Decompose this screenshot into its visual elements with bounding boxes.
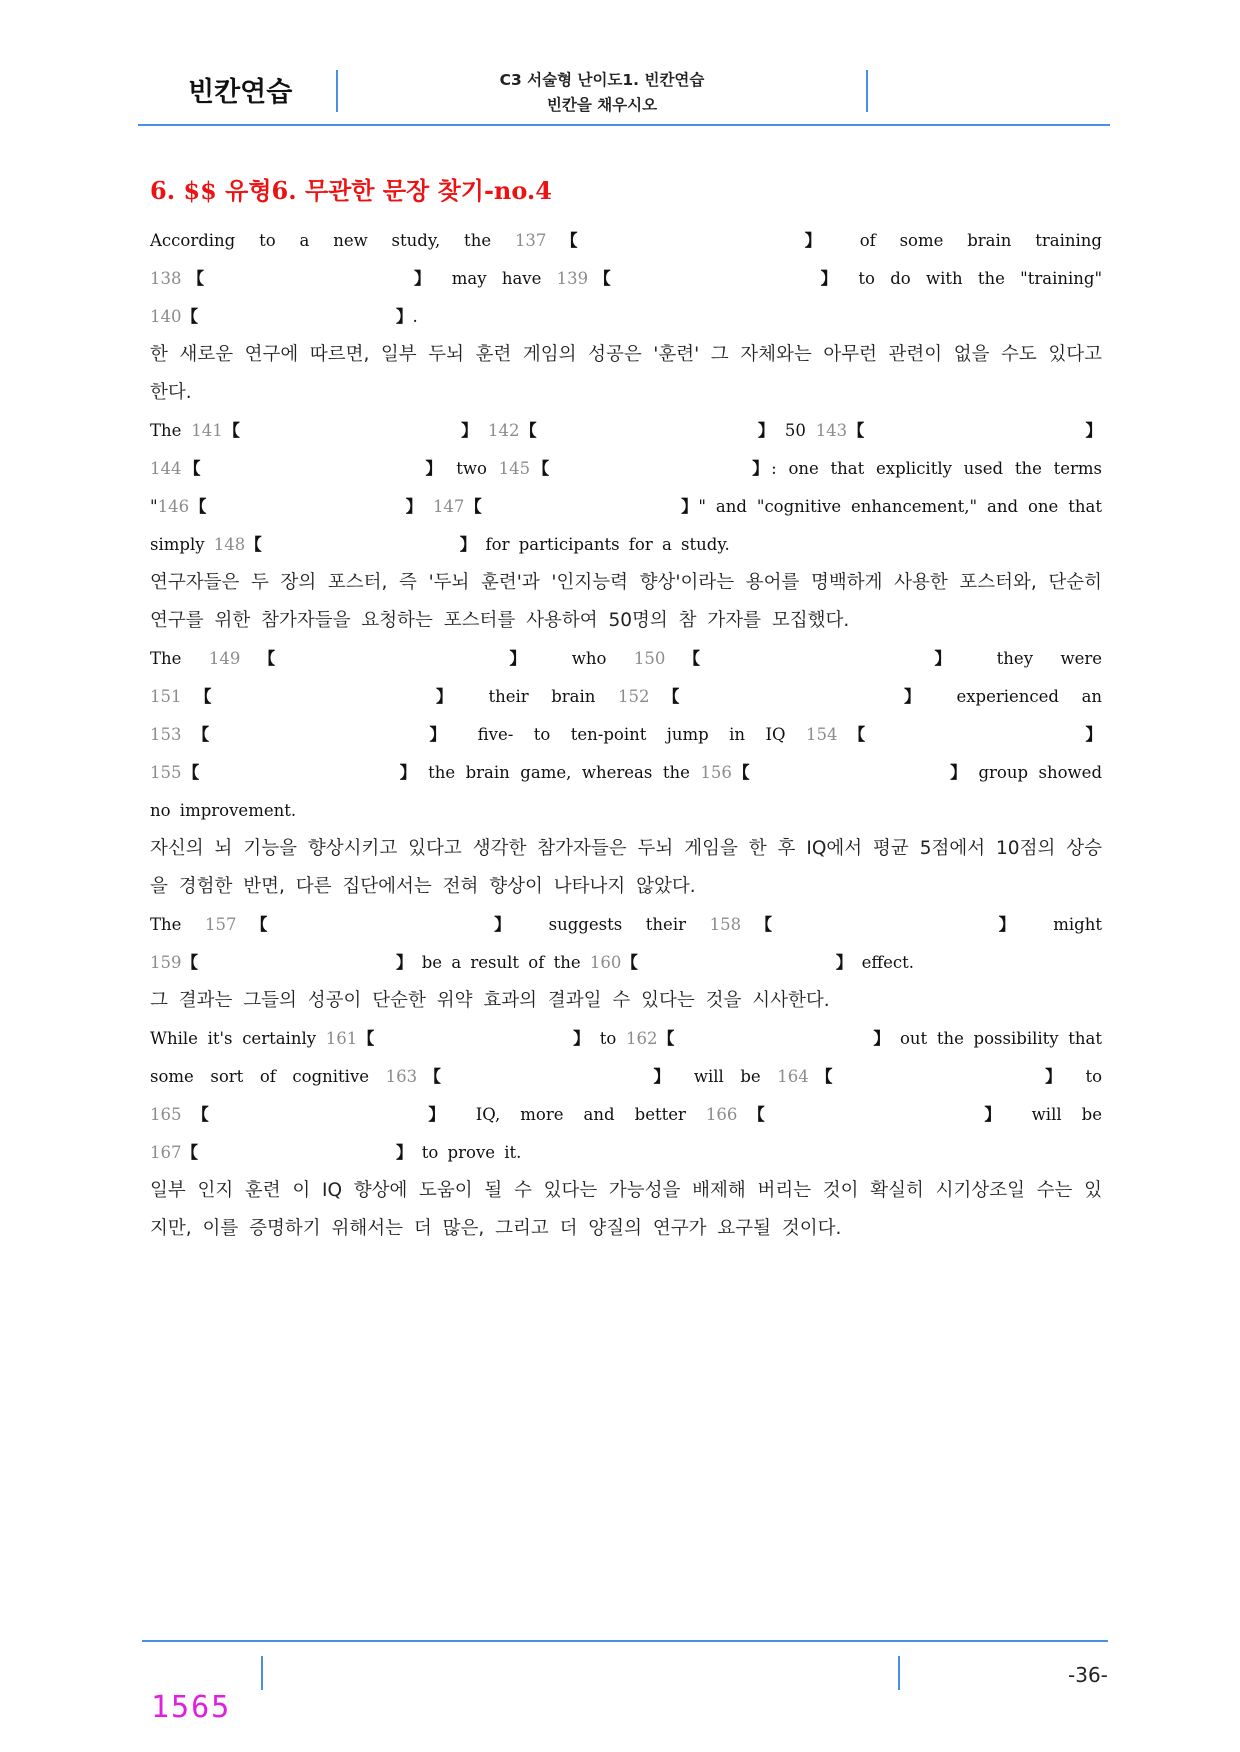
blank-number: 144 — [150, 459, 182, 478]
bracket-open: 【 — [837, 725, 877, 744]
bracket-close: 】 — [749, 459, 772, 478]
blank-number: 160 — [589, 953, 622, 972]
header-title: 빈칸연습 — [188, 77, 293, 108]
bracket-open: 【 — [189, 497, 208, 516]
bracket-close: 】 — [459, 535, 477, 554]
footer-divider-right — [898, 1656, 900, 1690]
header-subtitle-line1: C3 서술형 난이도1. 빈칸연습 — [499, 71, 705, 89]
bracket-open: 【 — [546, 231, 593, 250]
footer-rule — [142, 1640, 1108, 1642]
blank-number: 167 — [150, 1143, 182, 1162]
bracket-open: 【 — [731, 763, 751, 782]
bracket-close: 】 — [422, 687, 466, 706]
answer-blank[interactable] — [326, 1029, 590, 1048]
answer-blank[interactable] — [557, 269, 844, 288]
blank-number: 145 — [498, 459, 531, 478]
answer-blank[interactable] — [158, 497, 423, 516]
bracket-close: 】 — [398, 763, 418, 782]
blank-number: 141 — [191, 421, 223, 440]
bracket-open: 【 — [245, 535, 262, 554]
english-passage: While it's certainly 161【 】 to 162【 】 out the possibility that some sort of cognitive 163【 】 will be 164【 】 to 165【 】 IQ, more and better 166【 】 will be 167【 】 to prove it. — [150, 1029, 1103, 1162]
bracket-open: 【 — [357, 1029, 375, 1048]
bracket-close: 】 — [572, 1029, 591, 1048]
korean-translation: 연구자들은 두 장의 포스터, 즉 '두뇌 훈련'과 '인지능력 향상'이라는 용어를 명백하게 사용한 포스터와, 단순히 연구를 위한 참가자들을 요청하는 포스터를 사용하여 50명의 참 가자를 모집했다. — [150, 572, 1102, 631]
blank-number: 166 — [705, 1105, 738, 1124]
answer-blank[interactable] — [433, 497, 698, 516]
bracket-close: 】 — [479, 915, 526, 934]
bracket-close: 】 — [872, 1029, 891, 1048]
answer-blank[interactable] — [209, 649, 544, 668]
bracket-close: 】 — [396, 1143, 413, 1162]
header-subtitle-line2: 빈칸을 채우시오 — [546, 96, 658, 114]
answer-blank[interactable] — [634, 649, 969, 668]
page-header — [138, 60, 1110, 126]
bracket-open: 【 — [181, 459, 203, 478]
blank-number: 149 — [208, 649, 241, 668]
blank-number: 152 — [618, 687, 650, 706]
answer-blank[interactable] — [488, 421, 775, 440]
answer-blank[interactable] — [214, 535, 477, 554]
korean-translation: 한 새로운 연구에 따르면, 일부 두뇌 훈련 게임의 성공은 '훈련' 그 자체와는 아무런 관련이 없을 수도 있다고 한다. — [150, 344, 1102, 403]
blank-number: 155 — [150, 763, 182, 782]
answer-blank[interactable] — [777, 1067, 1069, 1086]
blank-number: 151 — [150, 687, 182, 706]
section-title: 6. $$ 유형6. 무관한 문장 찾기-no.4 — [150, 176, 552, 205]
blank-number: 140 — [150, 307, 182, 326]
bracket-open: 【 — [649, 687, 693, 706]
blank-number: 153 — [150, 725, 182, 744]
answer-blank[interactable] — [150, 725, 457, 744]
blank-number: 148 — [213, 535, 246, 554]
blank-number: 150 — [633, 649, 666, 668]
bracket-close: 】 — [417, 1105, 456, 1124]
page-code: 1565 — [151, 1690, 232, 1725]
answer-blank[interactable] — [150, 307, 413, 326]
answer-blank[interactable] — [499, 459, 772, 478]
exercise-content — [150, 222, 1102, 1248]
english-passage: The 149【 】 who 150【 】 they were 151【 】 their brain 152【 】 experienced an 153【 】 five- to ten-point jump in IQ 154【 】 155【 】 the brain game, whereas the 156【 】 group showed no improvement. — [150, 649, 1103, 820]
english-passage: The 141【 】 142【 】 50 143【 】 144【 】 two 145【 】: one that explicitly used the terms "146【 】 147【 】" and "cognitive enhancement," and one that simply 148【 】 for participants for a study. — [150, 421, 1103, 554]
bracket-close: 】 — [835, 953, 853, 972]
bracket-close: 】 — [491, 649, 545, 668]
blank-number: 156 — [700, 763, 732, 782]
answer-blank[interactable] — [150, 687, 466, 706]
blank-number: 161 — [325, 1029, 358, 1048]
bracket-open: 【 — [181, 269, 211, 288]
blank-number: 146 — [157, 497, 190, 516]
bracket-open: 【 — [222, 421, 241, 440]
answer-blank[interactable] — [150, 763, 418, 782]
header-divider-right — [866, 70, 868, 112]
korean-translation: 자신의 뇌 기능을 향상시키고 있다고 생각한 참가자들은 두뇌 게임을 한 후 IQ에서 평균 5점에서 10점의 상승을 경험한 반면, 다른 집단에서는 전혀 향상이 나타나지 않았다. — [150, 838, 1102, 897]
blank-number: 162 — [625, 1029, 658, 1048]
blank-number: 154 — [805, 725, 838, 744]
blank-number: 157 — [205, 915, 237, 934]
answer-blank[interactable] — [710, 915, 1030, 934]
answer-blank[interactable] — [618, 687, 934, 706]
header-subtitle — [338, 68, 866, 118]
footer-divider-left — [261, 1656, 263, 1690]
bracket-open: 【 — [588, 269, 617, 288]
answer-blank[interactable] — [205, 915, 525, 934]
blank-number: 165 — [150, 1105, 182, 1124]
answer-blank[interactable] — [386, 1067, 678, 1086]
bracket-close: 】 — [396, 307, 413, 326]
bracket-open: 【 — [737, 1105, 776, 1124]
english-passage: According to a new study, the 137【 】 of some brain training 138【 】 may have 139【 】 to do with the "training" 140【 】. — [150, 231, 1103, 326]
answer-blank[interactable] — [700, 763, 968, 782]
bracket-open: 【 — [519, 421, 538, 440]
bracket-open: 【 — [236, 915, 282, 934]
bracket-open: 【 — [741, 915, 787, 934]
bracket-close: 】 — [916, 649, 970, 668]
bracket-open: 【 — [621, 953, 638, 972]
bracket-close: 】 — [460, 421, 479, 440]
bracket-close: 】 — [890, 687, 934, 706]
blank-number: 143 — [815, 421, 848, 440]
blank-number: 164 — [777, 1067, 809, 1086]
bracket-open: 【 — [181, 763, 201, 782]
bracket-open: 【 — [417, 1067, 449, 1086]
english-passage: The 157【 】 suggests their 158【 】 might 159【 】 be a result of the 160【 】 effect. — [150, 915, 1102, 972]
bracket-open: 【 — [181, 1143, 198, 1162]
bracket-close: 】 — [405, 497, 423, 516]
answer-blank[interactable] — [590, 953, 853, 972]
blank-number: 147 — [432, 497, 465, 516]
header-rule — [138, 124, 1110, 126]
bracket-close: 】 — [408, 269, 437, 288]
blank-number: 137 — [514, 231, 547, 250]
bracket-open: 【 — [464, 497, 483, 516]
bracket-open: 【 — [808, 1067, 840, 1086]
bracket-open: 【 — [665, 649, 719, 668]
answer-blank[interactable] — [706, 1105, 1012, 1124]
answer-blank[interactable] — [150, 953, 413, 972]
blank-number: 159 — [150, 953, 182, 972]
bracket-close: 】 — [984, 915, 1030, 934]
bracket-open: 【 — [181, 307, 198, 326]
answer-blank[interactable] — [626, 1029, 890, 1048]
bracket-open: 【 — [181, 687, 225, 706]
bracket-close: 】 — [757, 421, 775, 440]
bracket-close: 】 — [680, 497, 699, 516]
bracket-close: 】 — [1084, 421, 1103, 440]
page-number: -36- — [1068, 1663, 1108, 1687]
answer-blank[interactable] — [515, 231, 836, 250]
bracket-close: 】 — [948, 763, 968, 782]
korean-translation: 일부 인지 훈련 이 IQ 향상에 도움이 될 수 있다는 가능성을 배제해 버리는 것이 확실히 시기상조일 수는 있지만, 이를 증명하기 위해서는 더 많은, 그리고 더 양질의 연구가 요구될 것이다. — [150, 1180, 1102, 1239]
bracket-close: 】 — [418, 725, 458, 744]
answer-blank[interactable] — [150, 1143, 413, 1162]
blank-number: 158 — [709, 915, 742, 934]
answer-blank[interactable] — [191, 421, 478, 440]
blank-number: 142 — [488, 421, 520, 440]
bracket-open: 【 — [847, 421, 865, 440]
bracket-open: 【 — [181, 953, 198, 972]
bracket-close: 】 — [790, 231, 836, 250]
answer-blank[interactable] — [150, 1105, 456, 1124]
answer-blank[interactable] — [150, 459, 445, 478]
bracket-close: 】 — [1037, 1067, 1069, 1086]
answer-blank[interactable] — [816, 421, 1102, 440]
bracket-close: 】 — [1074, 725, 1102, 744]
bracket-close: 】 — [973, 1105, 1012, 1124]
blank-number: 163 — [385, 1067, 418, 1086]
bracket-close: 】 — [423, 459, 445, 478]
answer-blank[interactable] — [806, 725, 1102, 744]
blank-number: 139 — [556, 269, 589, 288]
bracket-close: 】 — [396, 953, 413, 972]
answer-blank[interactable] — [150, 269, 437, 288]
blank-number: 138 — [150, 269, 182, 288]
bracket-close: 】 — [814, 269, 844, 288]
bracket-open: 【 — [530, 459, 552, 478]
bracket-open: 【 — [181, 725, 221, 744]
bracket-close: 】 — [646, 1067, 678, 1086]
korean-translation: 그 결과는 그들의 성공이 단순한 위약 효과의 결과일 수 있다는 것을 시사한다. — [150, 990, 830, 1011]
bracket-open: 【 — [657, 1029, 675, 1048]
bracket-open: 【 — [240, 649, 294, 668]
bracket-open: 【 — [181, 1105, 220, 1124]
